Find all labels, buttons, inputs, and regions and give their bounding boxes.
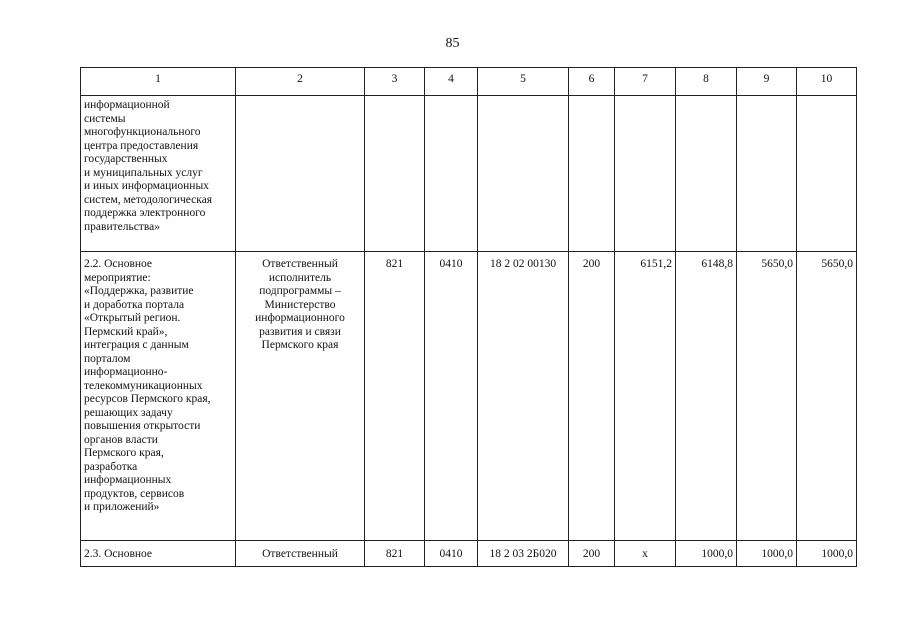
grbs-cell (365, 96, 425, 252)
column-header-1: 1 (81, 68, 236, 96)
vr-cell (569, 96, 615, 252)
page-number: 85 (445, 36, 460, 51)
executor-cell: Ответственный исполнитель подпрограммы – Министерство информационного развития и связи Пермского края (236, 252, 365, 541)
value-col8-cell: 1000,0 (676, 541, 737, 567)
value-col10-cell: 1000,0 (797, 541, 857, 567)
value-col7-cell: 6151,2 (615, 252, 676, 541)
rzpr-cell (425, 96, 478, 252)
measure-name-cell: информационной системы многофункционального центра предоставления государственных и муниципальных услуг и иных информационных систем, методологическая поддержка электронного правительства» (81, 96, 236, 252)
column-header-10: 10 (797, 68, 857, 96)
value-col8-cell: 6148,8 (676, 252, 737, 541)
table-header-row (81, 68, 857, 96)
column-header-2: 2 (236, 68, 365, 96)
csr-cell: 18 2 02 00130 (478, 252, 569, 541)
column-header-9: 9 (737, 68, 797, 96)
grbs-cell: 821 (365, 252, 425, 541)
column-header-3: 3 (365, 68, 425, 96)
budget-table (80, 67, 857, 567)
value-col10-cell (797, 96, 857, 252)
value-col9-cell: 5650,0 (737, 252, 797, 541)
value-col10-cell: 5650,0 (797, 252, 857, 541)
rzpr-cell: 0410 (425, 541, 478, 567)
table-row (81, 541, 857, 567)
vr-cell: 200 (569, 541, 615, 567)
grbs-cell: 821 (365, 541, 425, 567)
value-col9-cell (737, 96, 797, 252)
measure-name-cell: 2.2. Основное мероприятие: «Поддержка, развитие и доработка портала «Открытый регион. Пермский край», интеграция с данным порталом информационно- телекоммуникационных ресурсов Пермского края, решающих задачу повышения открытости органов власти Пермского края, разработка информационных продуктов, сервисов и приложений» (81, 252, 236, 541)
csr-cell (478, 96, 569, 252)
vr-cell: 200 (569, 252, 615, 541)
value-col9-cell: 1000,0 (737, 541, 797, 567)
value-col7-cell (615, 96, 676, 252)
rzpr-cell: 0410 (425, 252, 478, 541)
executor-cell: Ответственный (236, 541, 365, 567)
measure-name-cell: 2.3. Основное (81, 541, 236, 567)
column-header-5: 5 (478, 68, 569, 96)
value-col8-cell (676, 96, 737, 252)
column-header-8: 8 (676, 68, 737, 96)
table-row (81, 252, 857, 541)
csr-cell: 18 2 03 2Б020 (478, 541, 569, 567)
column-header-6: 6 (569, 68, 615, 96)
column-header-7: 7 (615, 68, 676, 96)
column-header-4: 4 (425, 68, 478, 96)
value-col7-cell: х (615, 541, 676, 567)
table-row (81, 96, 857, 252)
executor-cell (236, 96, 365, 252)
